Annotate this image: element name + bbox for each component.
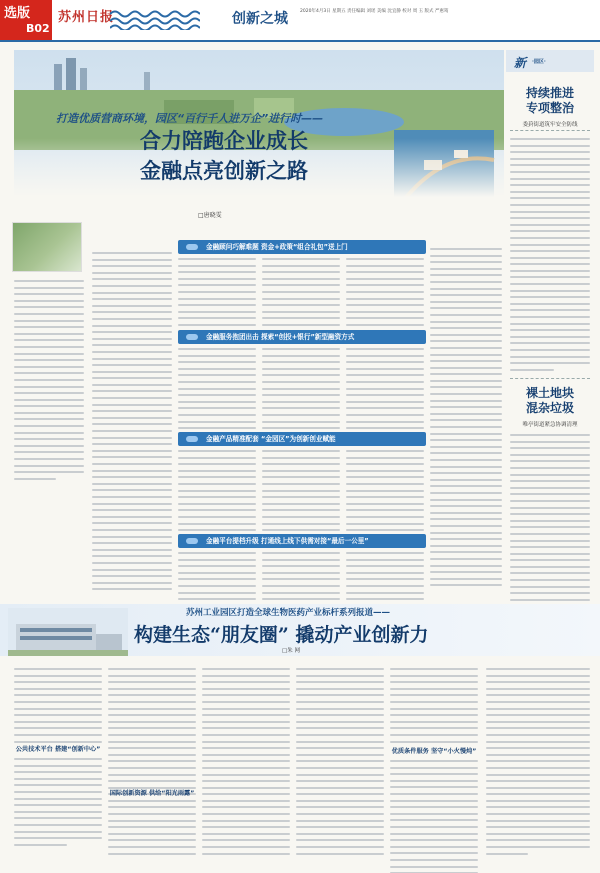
masthead [0, 0, 600, 42]
story2-title-line2: 混杂垃圾 [525, 401, 574, 415]
body-text-col-4d [346, 552, 424, 605]
feature2-byline: □朱 网 [282, 648, 300, 654]
sidebar-story2-subtitle: 唯亭街道紧急协调清理 [522, 422, 578, 428]
story2-title-line1: 裸土地块 [525, 386, 574, 400]
paper-logo: 苏州日报 [58, 10, 115, 25]
feature2-headline: 构建生态“朋友圈” 撬动产业创新力 [134, 624, 429, 646]
hero-byline: □唐晓雯 [198, 212, 222, 219]
bottom-text-col-1b [14, 758, 102, 850]
headline-line-2: 金融点亮创新之路 [140, 158, 308, 183]
body-text-col-3c [262, 450, 340, 542]
body-text-col-2d [178, 552, 256, 605]
page-tag [0, 0, 52, 40]
sidebar-column [506, 50, 594, 605]
feature2-kicker: 苏州工业园区打造全球生物医药产业标杆系列报道—— [186, 608, 391, 618]
sidebar-story1-text [510, 138, 590, 375]
subhead-4: 金融平台提档升级 打通线上线下供需对接“最后一公里” [178, 534, 426, 548]
sidebar-badge-label: ·园区· [532, 59, 546, 65]
body-text-col-2a [178, 258, 256, 337]
hero-headline [64, 126, 384, 186]
body-text-col-2c [178, 450, 256, 542]
headline-line-1: 合力陪跑企业成长 [140, 128, 308, 153]
issue-info: 2020年4月3日 星期五 责任编辑 刘瑶 美编 沈宜静 校对 周 玉 版式 严惠筠 [300, 9, 449, 14]
bottom-subhead-2: 国际创新资源 供给“阳光雨露” [109, 790, 195, 797]
bottom-text-col-3 [202, 668, 290, 859]
bottom-text-col-1 [14, 668, 102, 747]
sidebar-header [506, 50, 594, 72]
body-text-col-3d [262, 552, 340, 605]
body-text-col-2b [178, 348, 256, 440]
bottom-subhead-1: 公共技术平台 搭建“创新中心” [15, 746, 101, 753]
story1-title-line1: 持续推进 [525, 86, 574, 100]
lead-text-column [14, 280, 84, 484]
bottom-text-col-4 [296, 668, 384, 859]
sidebar-divider [510, 130, 590, 131]
green-building-photo [12, 222, 82, 272]
sidebar-story1-title [506, 86, 594, 116]
bottom-subhead-3: 优质条件服务 坚守“小火慢炖” [391, 748, 477, 755]
body-text-col-4b [346, 348, 424, 440]
subhead-1: 金融顾问巧解难题 资金+政策“组合礼包”送上门 [178, 240, 426, 254]
wave-ornament-icon [110, 8, 200, 30]
hero-kicker: 打造优质营商环境，园区“百行千人进万企”进行时—— [56, 112, 324, 125]
sidebar-story2-text [510, 434, 590, 612]
body-text-col-1 [92, 252, 172, 595]
research-building-photo [8, 608, 128, 656]
body-text-col-4a [346, 258, 424, 337]
body-text-col-3a [262, 258, 340, 337]
bottom-text-col-5 [390, 668, 478, 747]
bottom-text-col-2 [108, 668, 196, 859]
subhead-3: 金融产品精准配套 “金园区”为创新创业赋能 [178, 432, 426, 446]
subhead-2: 金融服务抱团出击 探索“创投+银行”新型融资方式 [178, 330, 426, 344]
body-text-col-4c [346, 450, 424, 542]
sidebar-story2-title [506, 386, 594, 416]
body-text-col-5 [430, 248, 502, 591]
bottom-text-col-6 [486, 668, 590, 859]
story1-title-line2: 专项整治 [525, 101, 574, 115]
section-title: 创新之城 [232, 11, 288, 27]
body-text-col-3b [262, 348, 340, 440]
page-code: B02 [26, 22, 50, 35]
sidebar-badge: 新 [514, 56, 527, 70]
sidebar-story1-subtitle: 娄葑街道筑牢安全防线 [522, 122, 578, 128]
sidebar-divider [510, 378, 590, 379]
tag-label: 选版 [4, 6, 31, 21]
bottom-text-col-5b [390, 760, 478, 873]
